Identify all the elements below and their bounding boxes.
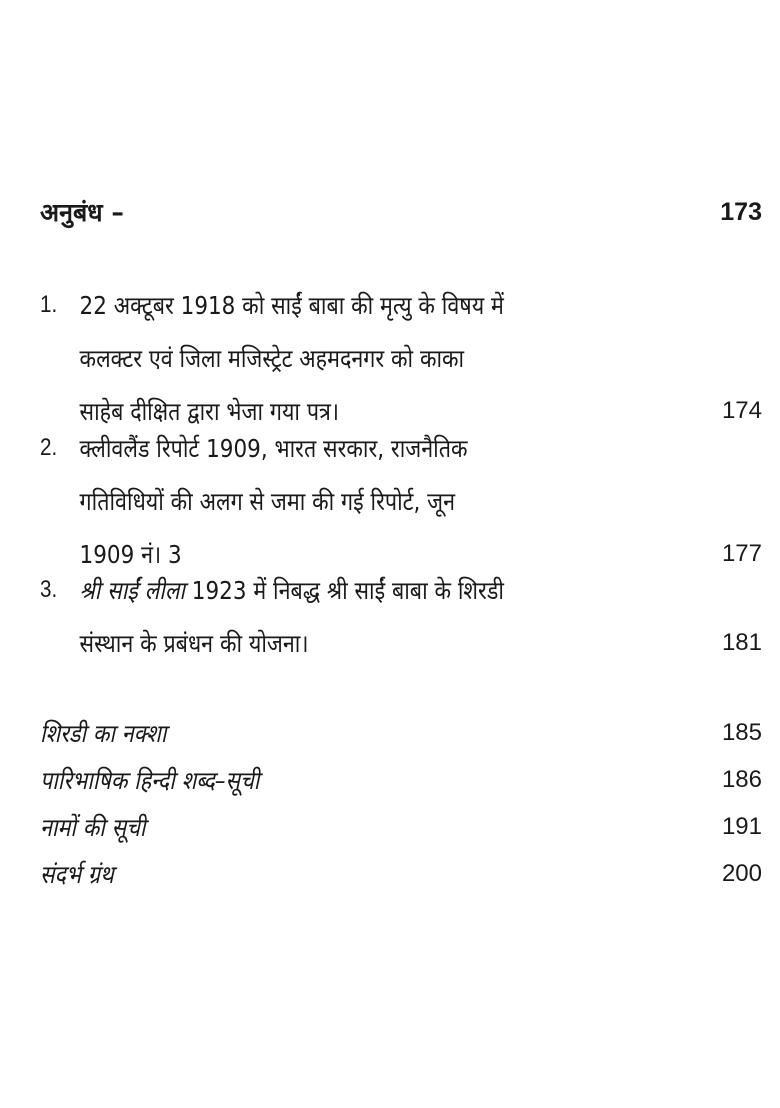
entry-number: 2. <box>40 433 58 461</box>
entry-text-italic-title: श्री साईं लीला <box>79 575 185 605</box>
appendix-label: संदर्भ ग्रंथ <box>40 860 114 889</box>
appendix-page-number: 191 <box>721 813 762 840</box>
entry-text: 1909 नं। 3 <box>79 539 182 569</box>
entry-text: साहेब दीक्षित द्वारा भेजा गया पत्र। <box>79 396 340 426</box>
appendix-page-number: 185 <box>721 719 762 746</box>
entry-page-number: 181 <box>721 628 762 656</box>
entry-line <box>40 421 661 474</box>
toc-entry-3 <box>40 563 762 669</box>
entry-text: 1923 में निबद्ध श्री साईं बाबा के शिरडी <box>184 575 504 605</box>
entry-text: 22 अक्टूबर 1918 को साईं बाबा की मृत्यु के विषय में <box>79 290 504 320</box>
section-title: अनुबंध – <box>40 198 124 227</box>
section-heading <box>40 190 762 234</box>
entry-text: कलक्टर एवं जिला मजिस्ट्रेट अहमदनगर को काका <box>79 343 465 373</box>
entry-page-number: 177 <box>721 539 762 567</box>
appendix-page-number: 186 <box>721 766 762 793</box>
appendix-item-map <box>40 710 762 756</box>
entry-number: 1. <box>40 290 58 318</box>
appendix-item-bibliography <box>40 851 762 897</box>
entry-page-number: 174 <box>721 396 762 424</box>
entry-text: संस्थान के प्रबंधन की योजना। <box>79 628 309 658</box>
entry-text: क्लीवलैंड रिपोर्ट 1909, भारत सरकार, राजनैतिक <box>79 433 468 463</box>
entry-line <box>40 331 661 384</box>
entry-line <box>40 563 661 616</box>
appendix-item-names-index <box>40 804 762 850</box>
entry-text: गतिविधियों की अलग से जमा की गई रिपोर्ट, जून <box>79 486 456 516</box>
appendix-item-glossary <box>40 757 762 803</box>
toc-entry-2 <box>40 421 762 580</box>
entry-number: 3. <box>40 575 58 603</box>
entry-line <box>40 474 661 527</box>
section-page-number: 173 <box>720 197 762 226</box>
entry-line <box>40 278 661 331</box>
appendix-label: नामों की सूची <box>40 813 146 842</box>
appendix-page-number: 200 <box>721 860 762 887</box>
entry-line <box>40 616 661 669</box>
toc-entry-1 <box>40 278 762 437</box>
appendix-label: पारिभाषिक हिन्दी शब्द–सूची <box>40 766 260 795</box>
appendix-label: शिरडी का नक्शा <box>40 719 167 748</box>
